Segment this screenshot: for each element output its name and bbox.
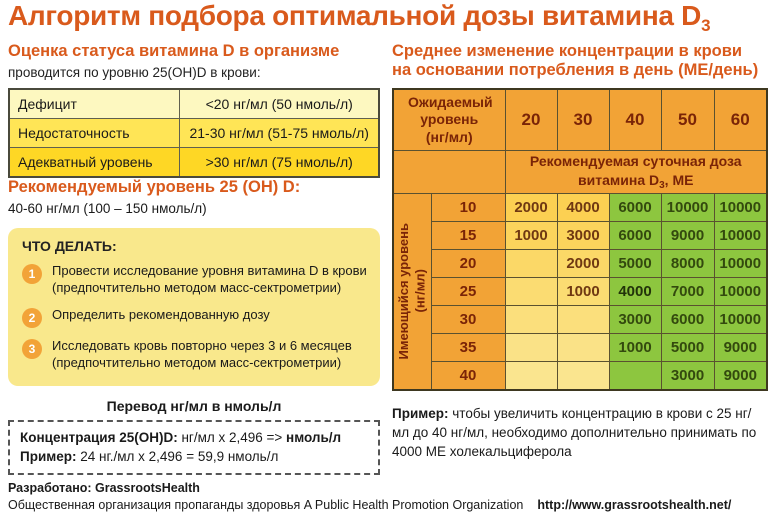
dose-cell: 3000 (609, 305, 661, 333)
page-title (8, 0, 710, 36)
dose-cell: 2000 (557, 249, 609, 277)
dose-lookup-table (392, 88, 768, 391)
dose-example-label: Пример: (392, 405, 449, 421)
dose-cell: 5000 (661, 333, 714, 361)
axis-label-vertical (396, 223, 429, 360)
page-title-text: Алгоритм подбора оптимальной дозы витамина D (8, 0, 702, 31)
column-header: 50 (661, 89, 714, 151)
dose-subheader-subscript: 3 (659, 179, 665, 191)
recommended-level-value: 40-60 нг/мл (100 – 150 нмоль/л) (8, 200, 207, 216)
conversion-title: Перевод нг/мл в нмоль/л (106, 397, 282, 414)
vitamin-d-status-table (8, 88, 380, 178)
table-row-example-highlight (393, 277, 767, 305)
dose-cell: 2000 (505, 193, 557, 221)
dose-cell: 10000 (714, 221, 767, 249)
table-row (393, 333, 767, 361)
dose-cell (557, 361, 609, 390)
table-row (393, 305, 767, 333)
organization-text: Общественная организация пропаганды здоровья A Public Health Promotion Organization (8, 497, 524, 512)
axis-label-line1: Имеющийся уровень (396, 223, 411, 360)
status-section-subtext: проводится по уровню 25(ОН)D в крови: (8, 64, 261, 80)
dose-cell: 6000 (661, 305, 714, 333)
table-row (9, 118, 379, 147)
dose-cell: 8000 (661, 249, 714, 277)
table-row (393, 361, 767, 390)
dose-cell: 7000 (661, 277, 714, 305)
column-header: 30 (557, 89, 609, 151)
page-title-subscript: 3 (701, 16, 711, 35)
dose-table-heading-line2: на основании потребления в день (МЕ/день) (392, 60, 759, 79)
dose-cell: 6000 (609, 193, 661, 221)
step-number-badge: 1 (22, 264, 42, 284)
list-item (22, 263, 368, 297)
dose-cell (505, 361, 557, 390)
conversion-formula-unit: нмоль/л (286, 429, 342, 445)
expected-level-corner-label: Ожидаемый уровень (нг/мл) (393, 89, 505, 151)
dose-cell (609, 361, 661, 390)
dose-cell: 9000 (714, 333, 767, 361)
dose-subheader-unit: , МЕ (664, 171, 694, 188)
dose-table-heading (392, 42, 766, 80)
table-subheader-row (393, 150, 767, 193)
status-value: >30 нг/мл (75 нмоль/л) (180, 147, 379, 177)
dose-cell: 10000 (714, 277, 767, 305)
dose-cell: 1000 (557, 277, 609, 305)
dose-cell: 1000 (505, 221, 557, 249)
list-item (22, 307, 368, 328)
status-label: Адекватный уровень (9, 147, 180, 177)
dose-cell-highlighted: 4000 (609, 277, 661, 305)
conversion-formula-label: Концентрация 25(OH)D: (20, 429, 178, 445)
step-text: Определить рекомендованную дозу (52, 306, 270, 322)
dose-cell: 10000 (661, 193, 714, 221)
dose-cell (505, 277, 557, 305)
recommended-level-heading: Рекомендуемый уровень 25 (ОН) D: (8, 177, 301, 196)
step-text: Провести исследование уровня витамина D в крови (предпочтительно методом масс-сектрометрии) (52, 262, 367, 295)
list-item (22, 338, 368, 372)
row-header: 10 (431, 193, 505, 221)
column-header: 40 (609, 89, 661, 151)
dose-example-text: чтобы увеличить концентрацию в крови с 25 нг/мл до 40 нг/мл, необходимо дополнительно принимать по 4000 МЕ холекальциферола (392, 405, 757, 459)
table-row (9, 147, 379, 177)
conversion-example (20, 447, 368, 467)
step-text: Исследовать кровь повторно через 3 и 6 месяцев (предпочтительно методом масс-сектрометрии) (52, 337, 352, 370)
dose-cell: 9000 (661, 221, 714, 249)
dose-cell: 3000 (557, 221, 609, 249)
status-section-heading: Оценка статуса витамина D в организме (8, 42, 340, 60)
what-to-do-box (8, 228, 380, 386)
status-value: <20 нг/мл (50 нмоль/л) (180, 89, 379, 119)
dose-cell (505, 249, 557, 277)
row-header: 40 (431, 361, 505, 390)
what-to-do-heading: ЧТО ДЕЛАТЬ: (22, 237, 117, 254)
row-header: 15 (431, 221, 505, 249)
status-value: 21-30 нг/мл (51-75 нмоль/л) (180, 118, 379, 147)
row-header: 35 (431, 333, 505, 361)
footer (8, 480, 766, 514)
column-header: 20 (505, 89, 557, 151)
dose-subheader (505, 150, 767, 193)
left-column (8, 42, 380, 475)
conversion-formula (20, 428, 368, 448)
dose-cell: 6000 (609, 221, 661, 249)
table-row (393, 249, 767, 277)
developed-by-line: Разработано: GrassrootsHealth (8, 481, 200, 495)
dose-cell: 10000 (714, 193, 767, 221)
website-url: http://www.grassrootshealth.net/ (537, 497, 732, 512)
table-header-row (393, 89, 767, 151)
dose-cell: 10000 (714, 249, 767, 277)
table-row (393, 193, 767, 221)
row-header: 25 (431, 277, 505, 305)
empty-cell (393, 150, 505, 193)
conversion-example-label: Пример: (20, 449, 77, 465)
dose-cell (505, 333, 557, 361)
dose-cell (557, 333, 609, 361)
dose-cell: 1000 (609, 333, 661, 361)
dose-subheader-line2: витамина D (578, 171, 660, 188)
status-label: Дефицит (9, 89, 180, 119)
table-row (393, 221, 767, 249)
step-number-badge: 3 (22, 339, 42, 359)
dose-cell: 3000 (661, 361, 714, 390)
table-row (9, 89, 379, 119)
dose-cell: 9000 (714, 361, 767, 390)
dose-cell (557, 305, 609, 333)
conversion-formula-mid: нг/мл х 2,496 => (177, 429, 287, 445)
dose-cell: 10000 (714, 305, 767, 333)
right-column (392, 42, 766, 462)
status-label: Недостаточность (9, 118, 180, 147)
column-header: 60 (714, 89, 767, 151)
conversion-box (8, 420, 380, 475)
step-number-badge: 2 (22, 308, 42, 328)
dose-subheader-line1: Рекомендуемая суточная доза (529, 153, 742, 170)
dose-table-heading-line1: Среднее изменение концентрации в крови (392, 42, 743, 60)
current-level-axis-label (393, 193, 431, 390)
dose-cell: 4000 (557, 193, 609, 221)
conversion-example-text: 24 нг./мл х 2,496 = 59,9 нмоль/л (76, 449, 279, 465)
dose-cell (505, 305, 557, 333)
dose-cell: 5000 (609, 249, 661, 277)
dose-example-note (392, 405, 758, 462)
row-header: 20 (431, 249, 505, 277)
row-header: 30 (431, 305, 505, 333)
axis-label-line2: (нг/мл) (412, 269, 428, 314)
organization-line (8, 497, 766, 514)
